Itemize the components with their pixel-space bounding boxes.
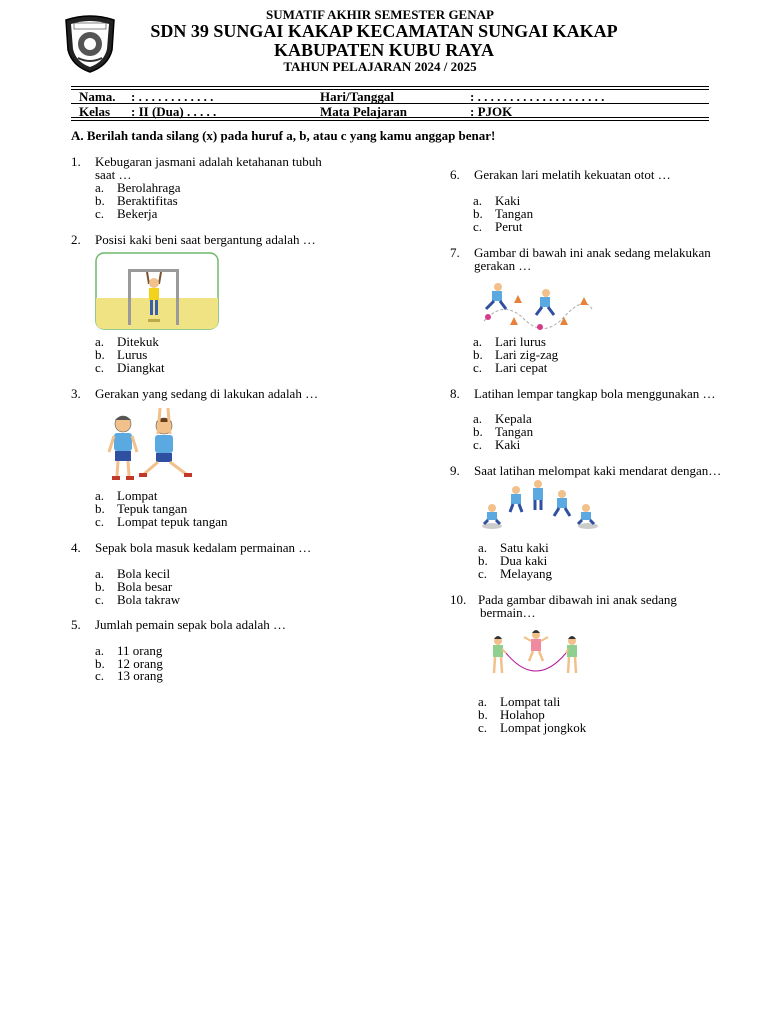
question-6 <box>450 168 740 182</box>
jumping-clap-illustration <box>104 404 198 489</box>
hari-tanggal-field[interactable]: : . . . . . . . . . . . . . . . . . . . . <box>470 89 605 104</box>
question-text: Gambar di bawah ini anak sedang melakukan <box>474 245 711 260</box>
mata-pelajaran-label: Mata Pelajaran <box>320 104 408 119</box>
question-text: Saat latihan melompat kaki mendarat dengan… <box>474 463 722 478</box>
question-text: Sepak bola masuk kedalam permainan … <box>95 540 312 555</box>
question-7 <box>450 246 740 274</box>
question-1 <box>71 155 361 183</box>
question-text-cont: bermain… <box>480 605 536 620</box>
question-number: 3. <box>71 386 81 401</box>
kelas-field[interactable]: : II (Dua) . . . . . <box>131 104 217 119</box>
question-text: Jumlah pemain sepak bola adalah … <box>95 617 286 632</box>
mata-pelajaran-field: : PJOK <box>470 104 513 119</box>
nama-field[interactable]: : . . . . . . . . . . . . <box>131 89 214 104</box>
question-3 <box>71 387 361 401</box>
question-8 <box>450 387 740 401</box>
question-9 <box>450 464 740 478</box>
question-number: 6. <box>450 167 460 182</box>
question-number: 1. <box>71 154 81 169</box>
zigzag-run-illustration <box>474 279 594 340</box>
school-name: SDN 39 SUNGAI KAKAP KECAMATAN SUNGAI KAKAP <box>150 21 618 41</box>
question-number: 7. <box>450 245 460 260</box>
question-text: Gerakan yang sedang di lakukan adalah … <box>95 386 319 401</box>
kelas-label: Kelas <box>79 104 111 119</box>
question-number: 10. <box>450 592 467 607</box>
question-number: 9. <box>450 463 460 478</box>
question-4 <box>71 541 361 555</box>
school-year: TAHUN PELAJARAN 2024 / 2025 <box>283 59 477 74</box>
hari-tanggal-label: Hari/Tanggal <box>320 89 394 104</box>
jumping-sequence-illustration <box>478 478 600 537</box>
question-text: Posisi kaki beni saat bergantung adalah … <box>95 232 316 247</box>
question-number: 5. <box>71 617 81 632</box>
question-text-cont: gerakan … <box>474 258 532 273</box>
question-number: 4. <box>71 540 81 555</box>
question-10 <box>450 593 740 621</box>
question-2 <box>71 233 361 247</box>
question-text: Pada gambar dibawah ini anak sedang <box>478 592 677 607</box>
hanging-bar-illustration <box>95 252 219 335</box>
question-5 <box>71 618 361 632</box>
regency-name: KABUPATEN KUBU RAYA <box>273 40 495 60</box>
table-bottom-rule-2 <box>71 120 709 121</box>
question-text: Gerakan lari melatih kekuatan otot … <box>474 167 671 182</box>
question-text-cont: saat … <box>95 167 132 182</box>
jump-rope-illustration <box>488 627 582 694</box>
question-text: Latihan lempar tangkap bola menggunakan … <box>474 386 716 401</box>
exam-title: SUMATIF AKHIR SEMESTER GENAP <box>266 7 494 22</box>
table-top-rule <box>71 86 709 87</box>
section-a-instruction: A. Berilah tanda silang (x) pada huruf a, b, atau c yang kamu anggap benar! <box>71 128 496 143</box>
question-number: 2. <box>71 232 81 247</box>
question-number: 8. <box>450 386 460 401</box>
question-text: Kebugaran jasmani adalah ketahanan tubuh <box>95 154 322 169</box>
nama-label: Nama. <box>79 89 116 104</box>
